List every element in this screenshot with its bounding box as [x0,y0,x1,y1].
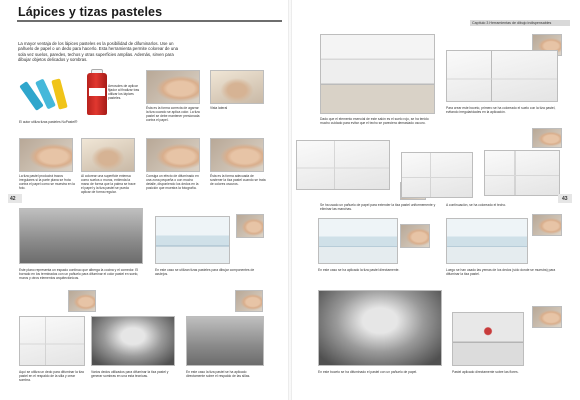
thin-area-photo [146,138,200,172]
intro-paragraph: La mayor ventaja de los lápices pasteles es la posibilidad de difuminarlos. Use un pañuelo de papel o un dedo para hacerlo. Esta herramienta permite colorear de una sola vez suelos, paredes, techos y otras superficies amplias. Además, sirven para dibujar objetos delicados y sombras. [18,41,179,62]
side-view-photo [210,70,264,104]
caption-side: Vista lateral [210,106,228,110]
floor-sketch [446,50,558,102]
chairs-hand-photo [235,290,263,312]
caption-dining: En este boceto se ha difuminado el pastel con un pañuelo de papel. [318,370,418,374]
running-header: Capítulo 3 Herramientas de dibujo indispensables [470,20,570,26]
dining-sketch [318,290,442,366]
ceiling-before-sketch [401,152,473,198]
chairs-sketch [186,316,264,366]
caption-sticks: El autor utiliza tizas pasteles NuPastel® [19,120,78,124]
sofa-sketch [318,218,398,264]
caption-room1: Dado que el elemento esencial de este salón es el suelo rojo, se ha tenido mucho cuidado para evitar que el techo se pareciera demasiado oscuro. [320,117,429,126]
caption-sofa: En este caso se ha aplicado la tiza pastel directamente. [318,268,400,272]
caption-tissue: La tiza pastel producirá trazos irregulares si la parte plana se frota contra el papel como se muestra en la foto. [19,174,75,191]
caption-room1b: Para crear este boceto, primero se ha coloreado el suelo con la tiza pastel, evitando irregularidades en la aplicación. [446,106,556,115]
caption-dark: Ésta es la forma adecuada de sostener la tiza pastel cuando se trata de colores oscuros. [210,174,266,187]
sofa-hand-photo [400,224,430,248]
surfaces-photo [81,138,135,172]
page-number-left: 42 [10,196,16,202]
kitchen-dining-sketch [19,208,143,264]
ceiling-hand-photo [532,128,562,148]
tissue-photo [19,138,73,172]
uniform-sketch [296,140,390,190]
caption-kitchen: En este caso se utilizan tizas pasteles para dibujar componentes de azulejos. [155,268,255,277]
hold-pastel-photo [146,70,200,104]
living-room-sketch [320,34,435,114]
glass-chair-sketch [19,316,85,366]
caption-room2b: A continuación, se ha coloreado el techo. [446,203,507,207]
chair-hand-photo [68,290,96,312]
caption-diningb: Pastel aplicado directamente sobre las flores. [452,370,519,374]
page-number-right: 43 [562,196,568,202]
dark-colors-photo [210,138,264,172]
pastel-sticks-photo [19,73,73,118]
caption-sofab: Luego se han usado las yemas de los dedos (sólo donde se muestra) para difuminar la tiza pastel. [446,268,556,277]
caption-chair: En este caso la tiza pastel se ha aplicado directamente sobre el respaldo de las sillas. [186,370,251,379]
flowers-hand-photo [532,306,562,328]
caption-thin: Consiga un efecto de difuminado en una zona pequeña o con mucho detalle, disponiendo los dedos en la posición que muestra la fotografía. [146,174,199,191]
caption-room2: Se ha usado un pañuelo de papel para extender la tiza pastel uniformemente y eliminar las manchas. [320,203,436,212]
title-rule [17,20,282,22]
spray-label [89,88,105,96]
book-gutter [288,0,292,400]
caption-space: Este plano representa un espacio continuo que alberga la cocina y el comedor. El borrado en los terminados con un pañuelo para difuminar el color pastel en suelo, muros y otros elementos arquitectónicos. [19,268,139,281]
caption-surfaces: Al colorear una superficie extensa como suelos o muros, extienda la mano de forma que la palma se trace el papel y la tiza pastel se pueda aplicar de forma regular. [81,174,136,195]
caption-hold: Ésta es la forma correcta de agarrar la tiza cuando se aplica color. La tiza pastel se debe mantener presionada contra el papel. [146,106,200,123]
caption-spray: Aerosoles de aplicar fijador al finalizar tras utilizar los lápices pasteles. [108,84,140,101]
caption-glass: Aquí se utiliza un dedo para difuminar la tiza pastel en el respaldo de la silla y crear sombra. [19,370,84,383]
sofa-blend-sketch [446,218,528,264]
shadow-sketch [91,316,175,366]
caption-shadow: Varios dedos utilizados para difuminar la tiza pastel y generar sombras en una esta tecnicas. [91,370,169,379]
tile-hand-photo [236,214,264,238]
page-title: Lápices y tizas pasteles [18,5,163,19]
fingers-hand-photo [532,214,562,236]
ceiling-sketch [484,150,560,196]
flowers-sketch [452,312,524,366]
tile-sketch [155,216,230,264]
